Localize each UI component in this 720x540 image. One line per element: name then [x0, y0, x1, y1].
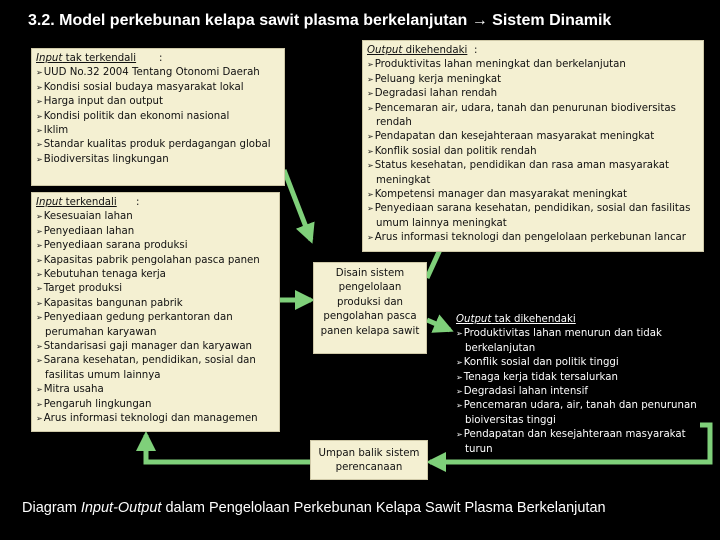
heading-colon: : [136, 197, 140, 208]
output-desired-heading: Output dikehendaki [367, 45, 468, 56]
feedback-text: Umpan balik sistem perencanaan [318, 448, 420, 474]
list-item: ➢ UUD No.32 2004 Tentang Otonomi Daerah [36, 66, 280, 80]
list-item: ➢ Target produksi [36, 282, 275, 296]
diagram-caption: Diagram Input-Output dalam Pengelolaan Perkebunan Kelapa Sawit Plasma Berkelanjutan [22, 500, 606, 516]
list-item: ➢ Arus informasi teknologi dan pengelolaan perkebunan lancar [367, 231, 699, 245]
system-design-box [313, 262, 427, 354]
list-item: ➢ Kapasitas pabrik pengolahan pasca panen [36, 254, 275, 268]
list-item: ➢ Konflik sosial dan politik tinggi [456, 356, 698, 370]
list-item: ➢ Degradasi lahan rendah [367, 87, 699, 101]
list-item: ➢ Standar kualitas produk perdagangan global [36, 138, 280, 152]
list-item: ➢ Pencemaran udara, air, tanah dan penurunan bioiversitas tinggi [456, 399, 698, 428]
list-item: ➢ Kondisi sosial budaya masyarakat lokal [36, 81, 280, 95]
list-item: ➢ Standarisasi gaji manager dan karyawan [36, 340, 275, 354]
list-item: ➢ Biodiversitas lingkungan [36, 153, 280, 167]
input-controlled-box [31, 192, 280, 432]
list-item: ➢ Penyediaan sarana produksi [36, 239, 275, 253]
list-item: ➢ Arus informasi teknologi dan managemen [36, 412, 275, 426]
input-uncontrolled-list [36, 66, 280, 167]
output-desired-list [367, 58, 699, 245]
input-uncontrolled-heading: Input tak terkendali [36, 53, 137, 64]
list-item: ➢ Kapasitas bangunan pabrik [36, 297, 275, 311]
right-arrow-icon: → [471, 12, 488, 29]
list-item: ➢ Pendapatan dan kesejahteraan masyarakat meningkat [367, 130, 699, 144]
title-prefix: 3.2. Model perkebunan kelapa sawit plasma berkelanjutan [28, 12, 472, 29]
list-item: ➢ Produktivitas lahan menurun dan tidak berkelanjutan [456, 327, 698, 356]
output-undesired-heading: Output tak dikehendaki [456, 314, 576, 325]
list-item: ➢ Mitra usaha [36, 383, 275, 397]
list-item: ➢ Kesesuaian lahan [36, 210, 275, 224]
list-item: ➢ Degradasi lahan intensif [456, 385, 698, 399]
output-desired-box [362, 40, 704, 252]
system-design-text: Disain sistem pengelolaan produksi dan pengolahan pasca panen kelapa sawit [320, 268, 420, 337]
arrow-output-undesired [427, 320, 450, 330]
list-item: ➢ Penyediaan lahan [36, 225, 275, 239]
arrow-input-uncontrolled [284, 170, 311, 240]
list-item: ➢ Pencemaran air, udara, tanah dan penurunan biodiversitas rendah [367, 102, 699, 131]
list-item: ➢ Kebutuhan tenaga kerja [36, 268, 275, 282]
arrow-feedback-out [146, 435, 310, 462]
list-item: ➢ Pendapatan dan kesejahteraan masyarakat turun [456, 428, 698, 457]
list-item: ➢ Status kesehatan, pendidikan dan rasa aman masyarakat meningkat [367, 159, 699, 188]
input-uncontrolled-box [31, 48, 285, 186]
list-item: ➢ Tenaga kerja tidak tersalurkan [456, 371, 698, 385]
list-item: ➢ Peluang kerja meningkat [367, 73, 699, 87]
list-item: ➢ Penyediaan gedung perkantoran dan perumahan karyawan [36, 311, 275, 340]
list-item: ➢ Harga input dan output [36, 95, 280, 109]
heading-colon: : [474, 45, 478, 56]
title-suffix: Sistem Dinamik [487, 12, 612, 29]
list-item: ➢ Kompetensi manager dan masyarakat meningkat [367, 188, 699, 202]
list-item: ➢ Konflik sosial dan politik rendah [367, 145, 699, 159]
input-controlled-heading: Input terkendali [36, 197, 117, 208]
list-item: ➢ Kondisi politik dan ekonomi nasional [36, 110, 280, 124]
list-item: ➢ Iklim [36, 124, 280, 138]
list-item: ➢ Sarana kesehatan, pendidikan, sosial dan fasilitas umum lainnya [36, 354, 275, 383]
feedback-box [310, 440, 428, 480]
list-item: ➢ Produktivitas lahan meningkat dan berkelanjutan [367, 58, 699, 72]
list-item: ➢ Pengaruh lingkungan [36, 398, 275, 412]
output-undesired-box [452, 310, 702, 458]
input-controlled-list [36, 210, 275, 426]
heading-colon: : [159, 53, 163, 64]
list-item: ➢ Penyediaan sarana kesehatan, pendidikan, sosial dan fasilitas umum lainnya meningkat [367, 202, 699, 231]
output-undesired-list [456, 327, 698, 457]
